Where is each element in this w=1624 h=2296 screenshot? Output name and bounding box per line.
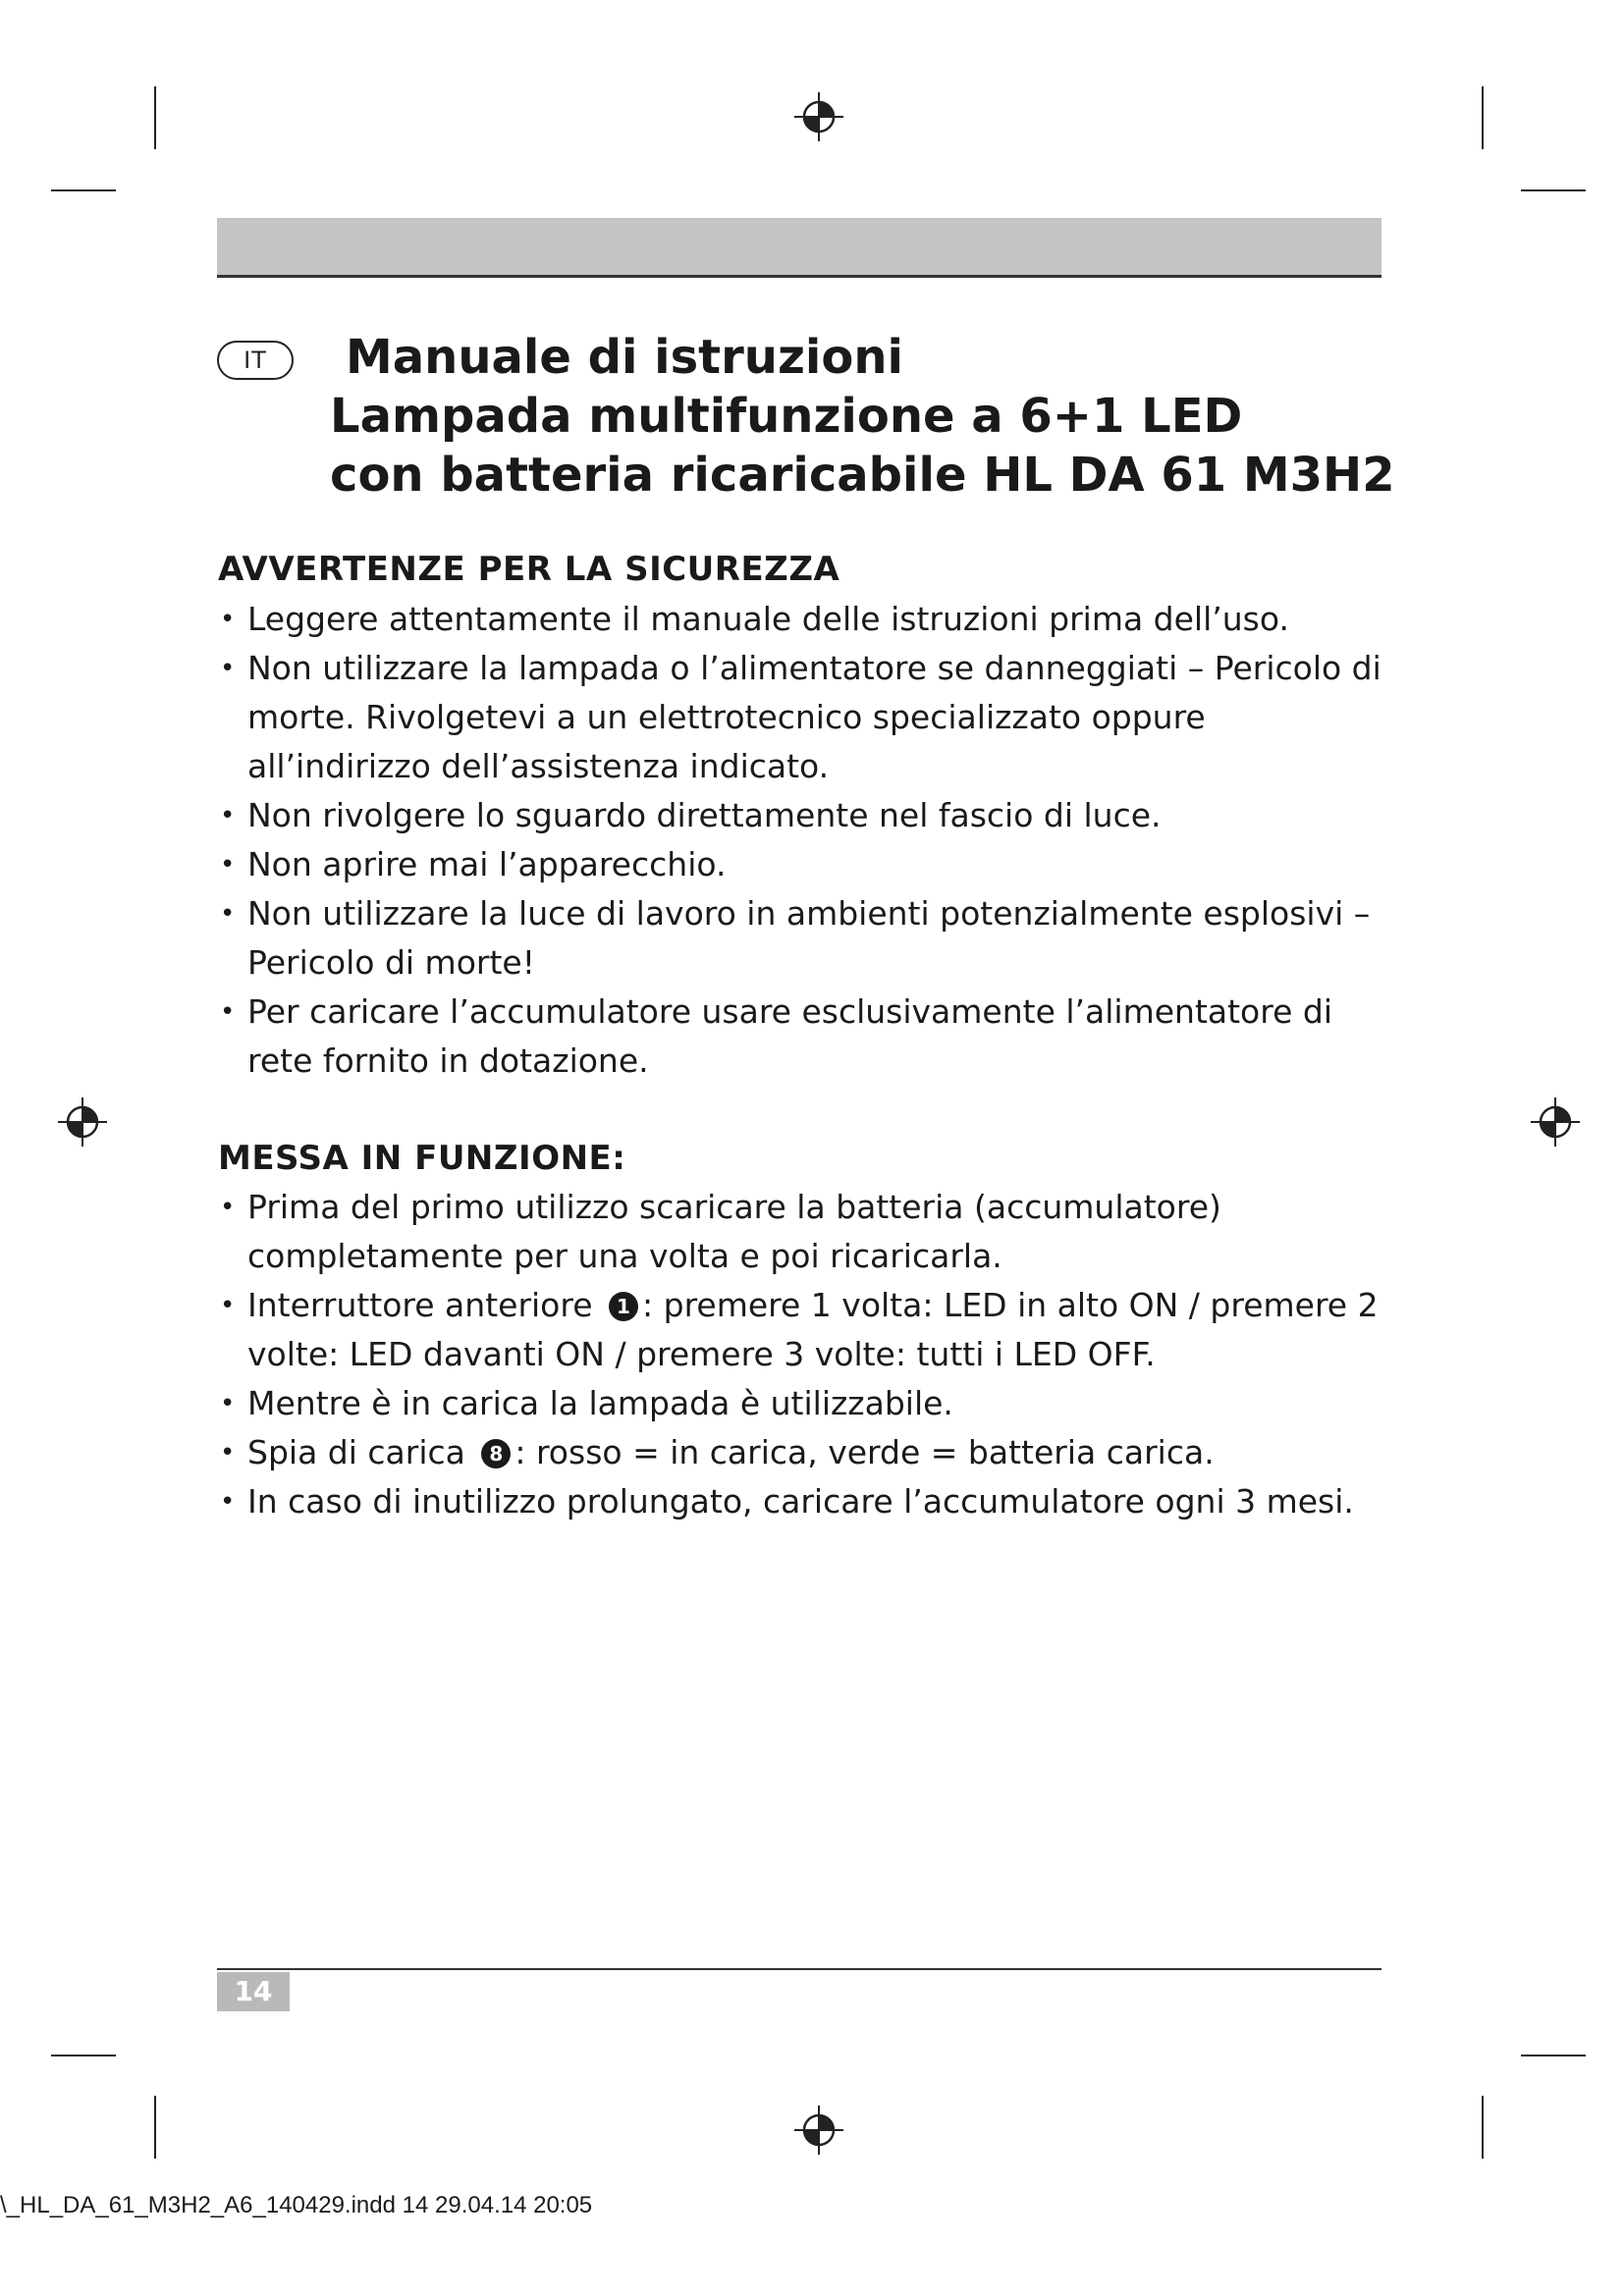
title-line-1: Manuale di istruzioni <box>346 330 903 385</box>
print-slug: \_HL_DA_61_M3H2_A6_140429.indd 14 29.04.14 20:05 <box>0 2192 593 2218</box>
reference-number-badge: 1 <box>609 1292 638 1321</box>
crop-mark <box>1521 2055 1586 2056</box>
list-item: • Prima del primo utilizzo scaricare la batteria (accumulatore) completamente per una volta e poi ricaricarla. <box>218 1183 1396 1281</box>
list-item <box>218 1428 1396 1477</box>
item-text: : premere 1 volta: LED in alto ON / premere 2 volte: LED davanti ON / premere 3 volte: tutti i LED OFF. <box>247 1286 1379 1373</box>
list-item: • Mentre è in carica la lampada è utilizzabile. <box>218 1379 1396 1428</box>
registration-mark-icon <box>1529 1095 1582 1148</box>
list-item: • Leggere attentamente il manuale delle istruzioni prima dell’uso. <box>218 595 1396 644</box>
footer-rule <box>217 1968 1381 1970</box>
list-item: • In caso di inutilizzo prolungato, caricare l’accumulatore ogni 3 mesi. <box>218 1477 1396 1526</box>
reference-number-badge: 8 <box>481 1439 511 1468</box>
crop-mark <box>154 86 156 149</box>
item-text: Spia di carica <box>247 1433 465 1471</box>
title-line-3: con batteria ricaricabile HL DA 61 M3H2 <box>330 448 1395 503</box>
registration-mark-icon <box>792 2104 845 2157</box>
header-bar <box>217 218 1381 278</box>
list-item: • Non utilizzare la lampada o l’alimentatore se danneggiati – Pericolo di morte. Rivolgetevi a un elettrotecnico specializzato oppure all’indirizzo dell’assistenza indicato. <box>218 644 1396 791</box>
crop-mark <box>51 189 116 191</box>
crop-mark <box>1482 2096 1484 2159</box>
crop-mark <box>1521 189 1586 191</box>
language-badge: IT <box>217 341 294 380</box>
safety-list <box>218 595 1396 1086</box>
page-title <box>330 328 1395 505</box>
startup-list <box>218 1183 1396 1526</box>
crop-mark <box>1482 86 1484 149</box>
page-number: 14 <box>217 1972 290 2011</box>
registration-mark-icon <box>56 1095 109 1148</box>
crop-mark <box>51 2055 116 2056</box>
list-item: • Non utilizzare la luce di lavoro in ambienti potenzialmente esplosivi – Pericolo di morte! <box>218 889 1396 988</box>
title-line-2: Lampada multifunzione a 6+1 LED <box>330 389 1243 444</box>
list-item: • Non rivolgere lo sguardo direttamente nel fascio di luce. <box>218 791 1396 840</box>
list-item <box>218 1281 1396 1379</box>
item-text: : rosso = in carica, verde = batteria carica. <box>514 1433 1215 1471</box>
list-item: • Non aprire mai l’apparecchio. <box>218 840 1396 889</box>
crop-mark <box>154 2096 156 2159</box>
list-item: • Per caricare l’accumulatore usare esclusivamente l’alimentatore di rete fornito in dotazione. <box>218 988 1396 1086</box>
safety-heading: AVVERTENZE PER LA SICUREZZA <box>218 550 840 589</box>
item-text: Interruttore anteriore <box>247 1286 593 1324</box>
registration-mark-icon <box>792 90 845 143</box>
startup-heading: MESSA IN FUNZIONE: <box>218 1139 626 1178</box>
